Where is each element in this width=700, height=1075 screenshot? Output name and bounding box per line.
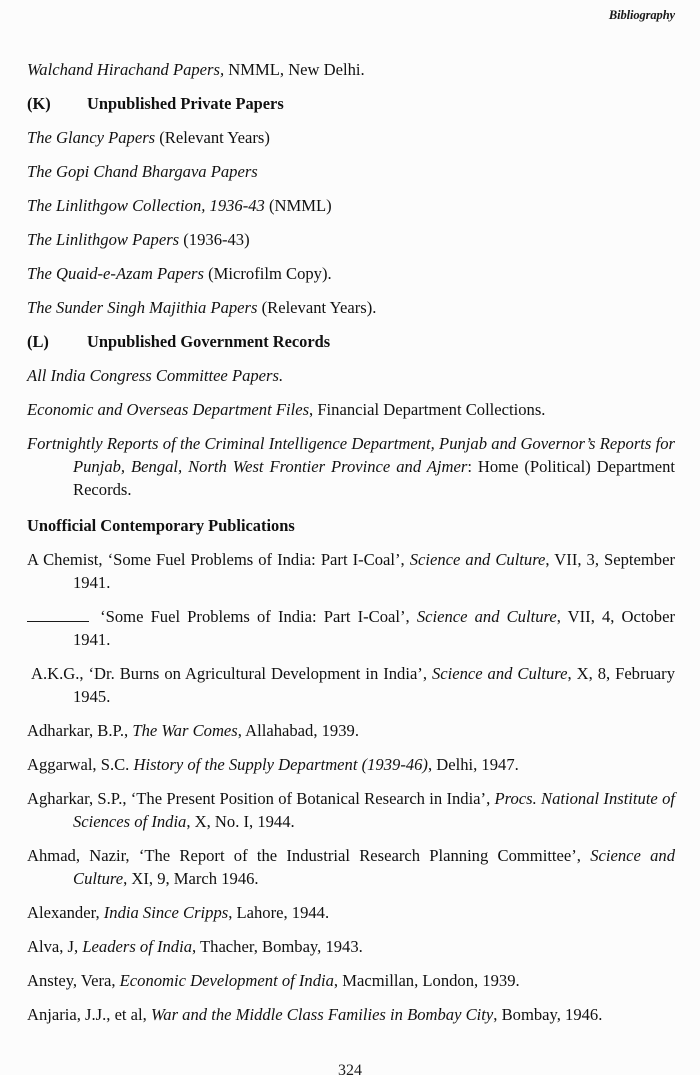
entry-author: Adharkar, B.P., [27,721,133,740]
bibliography-entry [27,364,675,387]
entry-detail: , Bombay, 1946. [493,1005,603,1024]
running-head: Bibliography [608,8,675,22]
section-heading-k [27,92,675,115]
section-marker: (L) [27,332,49,351]
section-marker: (K) [27,94,51,113]
entry-author: Aggarwal, S.C. [27,755,134,774]
entry-title-italic: Science and Culture [409,550,546,569]
entry-title-italic: Leaders of India [82,937,193,956]
entry-title-italic: The Quaid-e-Azam Papers [27,264,204,283]
entry-title-italic: The Sunder Singh Majithia Papers [27,298,258,317]
entry-title-italic: Walchand Hirachand Papers, [27,60,225,79]
entry-title-italic: The Linlithgow Papers [27,230,180,249]
bibliography-entry [27,548,675,594]
entry-detail: NMML, New Delhi. [224,60,365,79]
entry-author: Alexander, [27,903,104,922]
entry-detail: (1936-43) [179,230,250,249]
entry-title-italic: History of the Supply Department (1939-46) [133,755,428,774]
entry-author: Ahmad, Nazir, ‘The Report of the Industrial Research Planning Committee’, [27,846,591,865]
bibliography-entry [27,262,675,285]
entry-title-italic: The Linlithgow Collection, 1936-43 [27,196,265,215]
bibliography-entry [27,58,675,81]
entry-title-italic: All India Congress Committee Papers. [27,366,284,385]
entry-author: Anjaria, J.J., et al, [27,1005,151,1024]
entry-detail: , Allahabad, 1939. [237,721,359,740]
entry-title-italic: Procs. National Institute of Sciences of India [73,789,675,831]
bibliography-entry [27,787,675,833]
bibliography-entry [27,901,675,924]
bibliography-entry [27,228,675,251]
bibliography-entry [27,844,675,890]
entry-title-italic: Science and Culture [416,607,557,626]
entry-title-italic: The War Comes [132,721,238,740]
entry-detail: , VII, 4, October 1941. [73,607,675,649]
section-heading-unofficial: Unofficial Contemporary Publications [27,516,295,535]
page-number: 324 [338,1062,362,1075]
entry-title-italic: Science and Culture [73,846,675,888]
entry-author: Anstey, Vera, [27,971,120,990]
entry-title-italic: The Glancy Papers [27,128,156,147]
bibliography-entry [27,398,675,421]
entry-detail: (Relevant Years). [257,298,377,317]
section-title: Unpublished Private Papers [87,94,284,113]
bibliography-entry [27,160,675,183]
entry-detail: , X, No. I, 1944. [186,812,295,831]
entry-title-italic: The Gopi Chand Bhargava Papers [27,162,258,181]
entry-title-italic: War and the Middle Class Families in Bombay City [150,1005,494,1024]
entry-detail: , X, 8, February 1945. [73,664,675,706]
entry-author: Agharkar, S.P., ‘The Present Position of Botanical Research in India’, [27,789,495,808]
entry-detail: , Thacher, Bombay, 1943. [192,937,363,956]
entry-detail: , Delhi, 1947. [427,755,519,774]
entry-detail: , Macmillan, London, 1939. [333,971,520,990]
repeat-author-rule-icon [27,609,89,622]
entry-author: A Chemist, ‘Some Fuel Problems of India: Part I-Coal’, [27,550,410,569]
entry-detail: (Microfilm Copy). [203,264,332,283]
text-column [27,58,675,1037]
section-heading-l [27,330,675,353]
bibliography-entry [27,1003,675,1026]
entry-title-italic: India Since Cripps [103,903,229,922]
entry-detail: , Lahore, 1944. [228,903,330,922]
bibliography-entry-repeat-author [27,605,675,651]
bibliography-entry [27,753,675,776]
entry-detail: (NMML) [264,196,332,215]
bibliography-entry [27,432,675,501]
bibliography-entry [27,662,675,708]
section-title: Unpublished Government Records [87,332,331,351]
entry-title-italic: Fortnightly Reports of the Criminal Intelligence Department, Punjab and Governor’s Reports for Punjab, Bengal, North West Frontier Province and Ajmer [27,434,675,476]
entry-detail: (Relevant Years) [155,128,270,147]
entry-author: Alva, J, [27,937,83,956]
bibliography-entry [27,194,675,217]
entry-title-italic: Science and Culture [431,664,568,683]
entry-detail: , VII, 3, September 1941. [73,550,675,592]
bibliography-entry [27,935,675,958]
entry-detail: : Home (Political) Department Records. [73,457,675,499]
bibliography-entry [27,719,675,742]
entry-detail: , XI, 9, March 1946. [123,869,259,888]
bibliography-entry [27,296,675,319]
bibliography-entry [27,126,675,149]
entry-title-italic: Economic and Overseas Department Files [27,400,310,419]
entry-title-italic: Economic Development of India [119,971,334,990]
entry-author: ‘Some Fuel Problems of India: Part I-Coal’, [93,607,417,626]
bibliography-entry [27,969,675,992]
entry-detail: , Financial Department Collections. [309,400,546,419]
entry-author: A.K.G., ‘Dr. Burns on Agricultural Development in India’, [31,664,432,683]
